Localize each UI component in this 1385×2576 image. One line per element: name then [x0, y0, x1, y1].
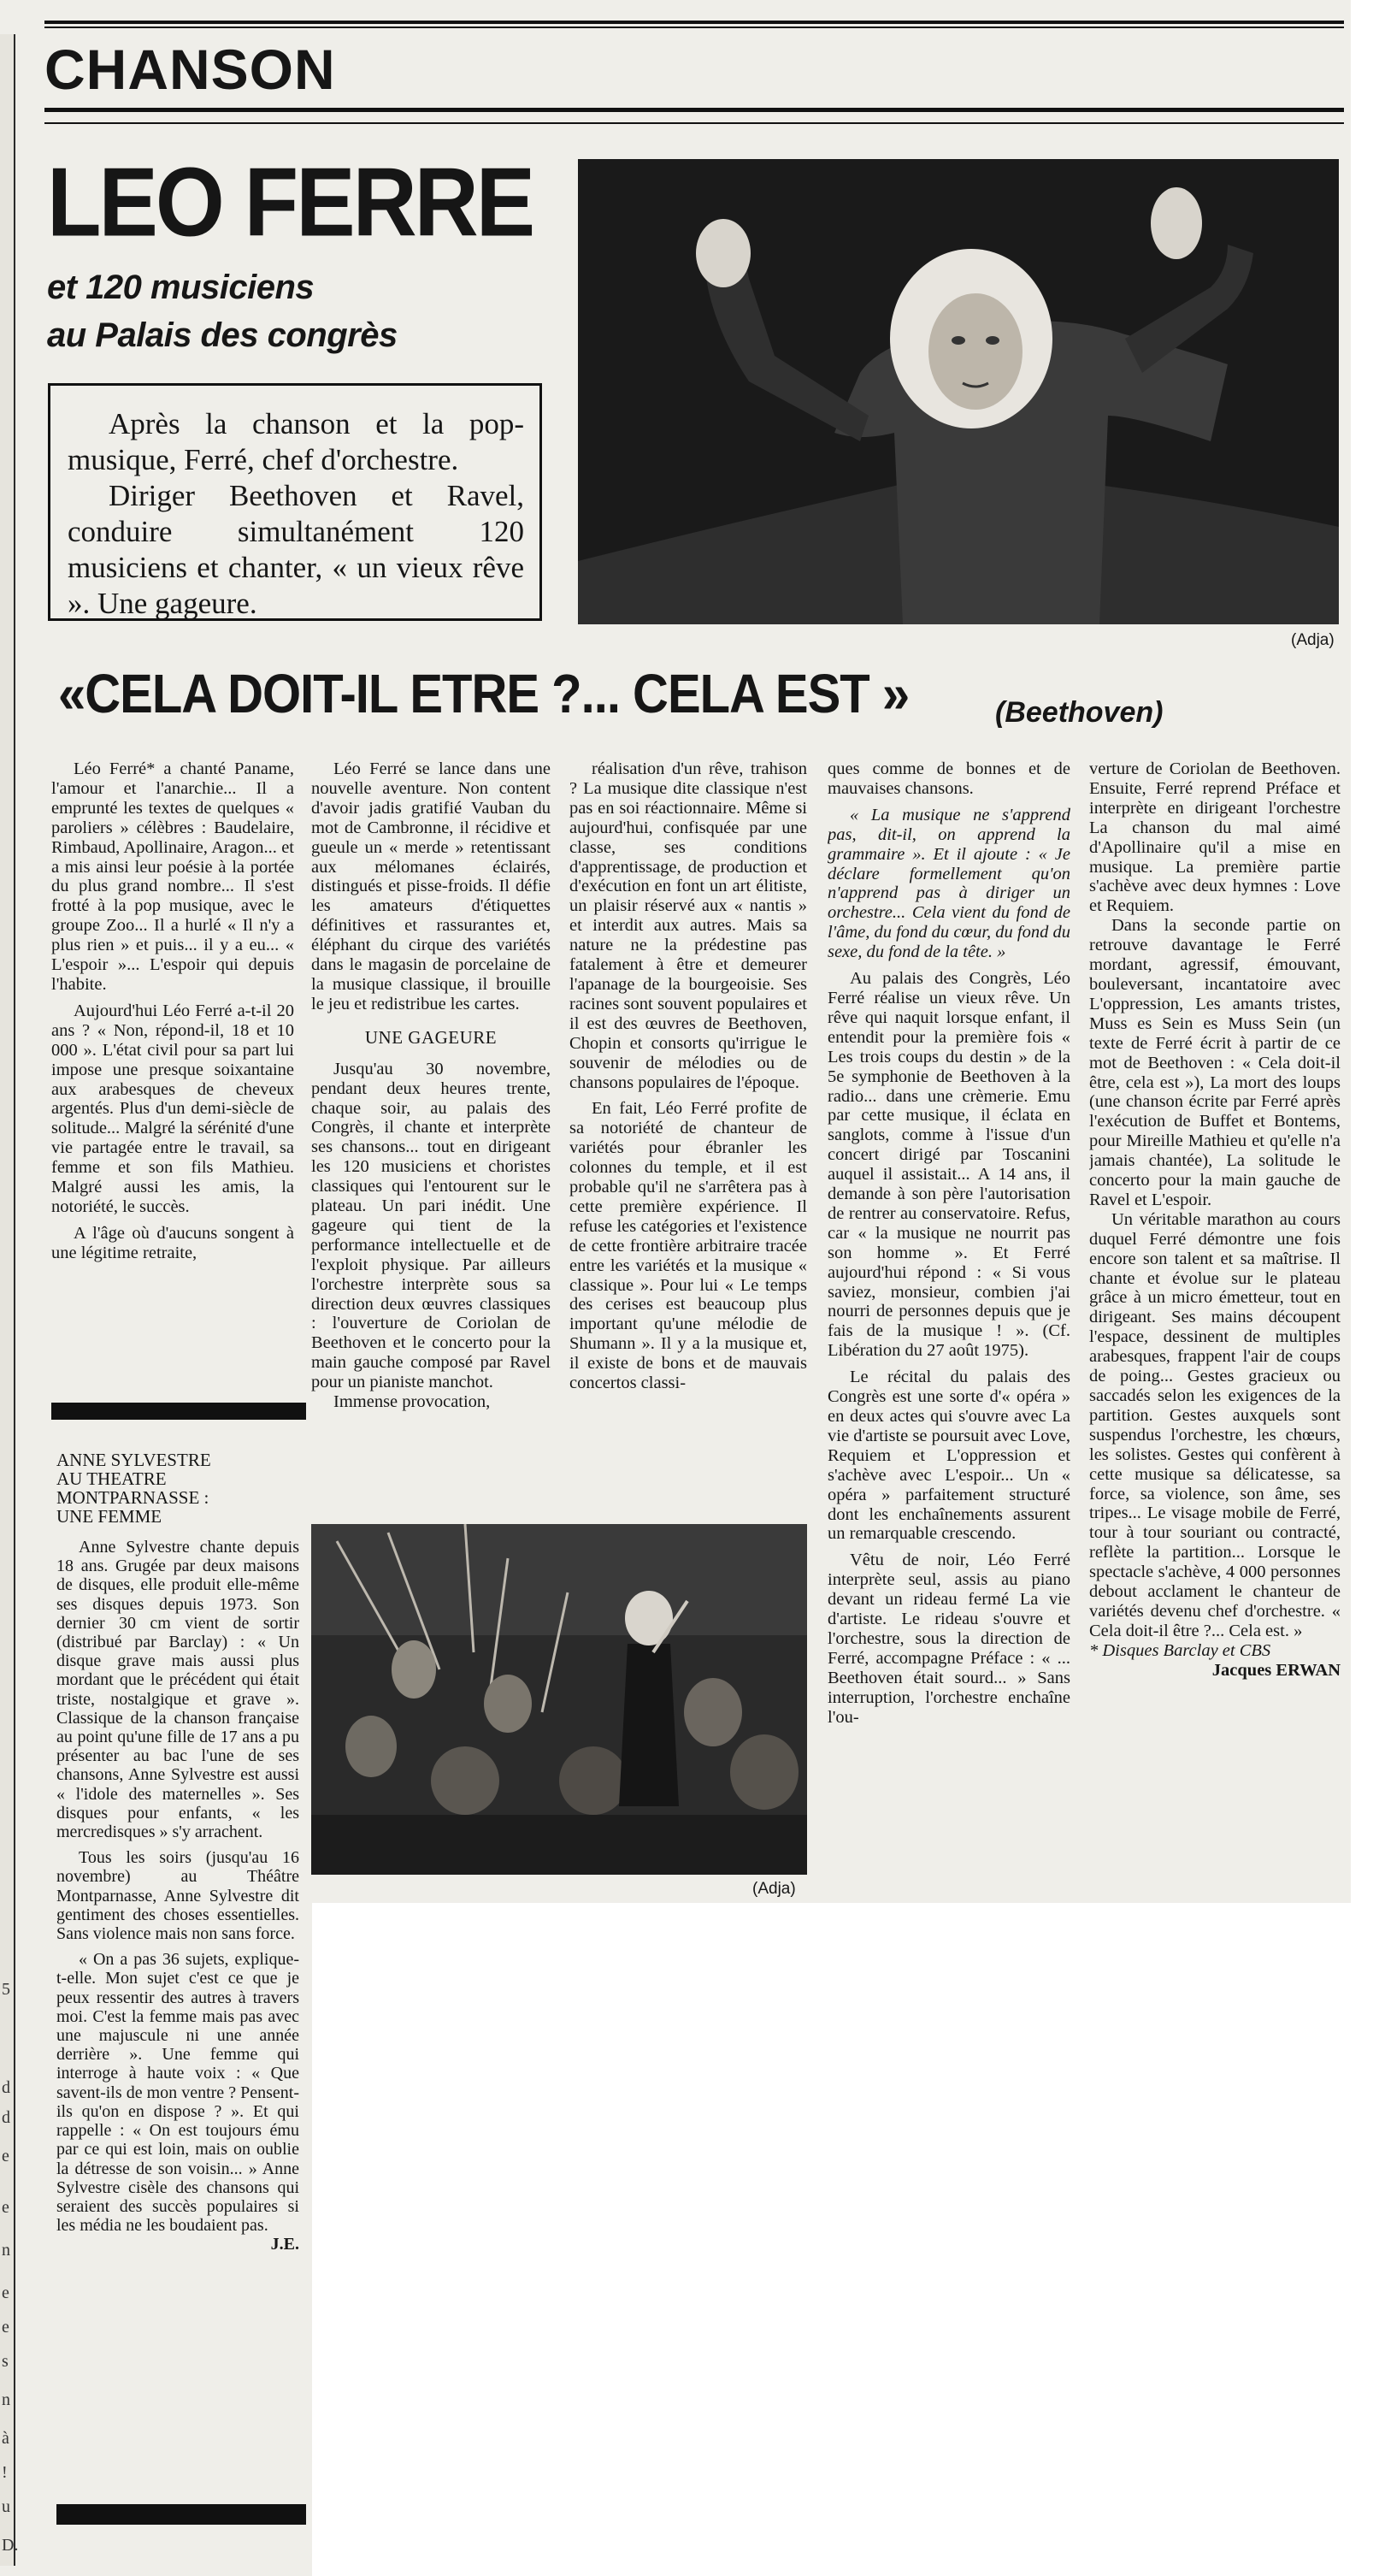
blank-area — [312, 1903, 1385, 2576]
margin-char: n — [2, 2390, 10, 2409]
sidebar-heading-line: MONTPARNASSE : — [56, 1487, 209, 1508]
intro-paragraph: Après la chanson et la pop-musique, Ferré, chef d'orchestre. — [68, 407, 524, 476]
sidebar-paragraph: Anne Sylvestre chante depuis 18 ans. Grugée par deux maisons de disques, elle produit elle-même ses disques depuis 1973. Son dernier 30 cm vient de sortir (distribué par Barclay) : « Un disque grave mais aussi plus mordant que le précédent qui était triste, nostalgique et grave ». Classique de la chanson française au point qu'une fille de 17 ans a pu présenter au bac l'une de ses chansons, Anne Sylvestre est aussi « l'idole des maternelles ». Ses disques pour enfants, « les mercredisques » s'y arrachent. — [56, 1538, 299, 1842]
article-paragraph: ques comme de bonnes et de mauvaises chansons. — [828, 759, 1070, 798]
article-paragraph: « La musique ne s'apprend pas, dit-il, on apprend la grammaire ». Et il ajoute : « Je déclare formellement qu'on n'apprend pas à diriger un orchestre... Cela vient du fond de l'âme, du fond du cœur, du fond du sexe, du fond de la tête. » — [828, 805, 1070, 962]
article-paragraph: Léo Ferré* a chanté Paname, l'amour et l'anarchie... Il a emprunté les textes de quelques « paroliers » célèbres : Baudelaire, Rimbaud, Apollinaire, Aragon... et a mis ainsi leur poésie à la portée du plus grand nombre... Il s'est frotté à la pop musique, avec le groupe Zoo... Il a hurlé « Il n'y a plus rien » et puis... il y a eu... « L'espoir »... L'espoir qui depuis l'habite. — [51, 759, 294, 994]
article-column-3 — [569, 759, 807, 1522]
sidebar-heading — [56, 1450, 299, 1526]
top-rule-thin — [44, 27, 1344, 28]
headline: LEO FERRE — [47, 148, 533, 257]
article-paragraph: A l'âge où d'aucuns songent à une légitime retraite, — [51, 1223, 294, 1262]
subtitle-line-2: au Palais des congrès — [47, 316, 398, 354]
photo-credit: (Adja) — [1291, 631, 1335, 649]
margin-char: u — [2, 2497, 10, 2516]
article-paragraph: Jusqu'au 30 novembre, pendant deux heures trente, chaque soir, au palais des Congrès, il chante et interprète ses chansons... tout en dirigeant les 120 musiciens et choristes classiques qui l'entourent sur le plateau. Un pari inédit. Une gageure qui tient de la performance intellectuelle et de l'exploit physique. Par ailleurs l'orchestre interprète sous sa direction deux œuvres classiques : l'ouverture de Coriolan de Beethoven et le concerto pour la main gauche composé par Ravel pour un pianiste manchot. — [311, 1059, 551, 1392]
margin-char: D. — [2, 2536, 19, 2555]
section-title: CHANSON — [44, 38, 336, 101]
margin-char: e — [2, 2318, 9, 2337]
article-column-2 — [311, 759, 551, 1522]
blank-margin — [1351, 0, 1385, 2576]
article-column-5 — [1089, 759, 1341, 1888]
orchestra-photo-art — [311, 1524, 807, 1875]
margin-char: à — [2, 2429, 9, 2448]
adjacent-column-fragment — [0, 34, 19, 2566]
quote-headline: «CELA DOIT-IL ETRE ?... CELA EST » — [58, 663, 910, 725]
subtitle-line-1: et 120 musiciens — [47, 269, 315, 306]
orchestra-photo — [311, 1524, 807, 1875]
margin-char: e — [2, 2147, 9, 2165]
article-paragraph: En fait, Léo Ferré profite de sa notoriété de chanteur de variétés pour ébranler les colonnes du temple, et il est probable qu'il ne s'arrêtera pas à cette première expérience. Il refuse les catégories et l'existence de cette frontière arbitraire tracée entre les variétés et la musique « classique ». Pour lui « Le temps des cerises est beaucoup plus important qu'une mélodie de Shumann ». Il y a la musique et, il existe de bons et de mauvais concertos classi- — [569, 1099, 807, 1393]
photo-credit: (Adja) — [752, 1880, 796, 1898]
article-paragraph: verture de Coriolan de Beethoven. Ensuite, Ferré reprend Préface et interprète en dirigeant l'orchestre La chanson du mal aimé d'Apollinaire qu'il a mise en musique. La première partie s'achève avec deux hymnes : Love et Requiem. — [1089, 759, 1341, 916]
article-paragraph: Au palais des Congrès, Léo Ferré réalise un vieux rêve. Un rêve qui naquit lorsque enfant, il entendit pour la première fois « Les trois coups du destin » de la 5e symphonie de Beethoven à la radio... dans une crèmerie. Emu par cette musique, il éclata en sanglots, comme à l'issue d'un concert dirigé par Toscanini auquel il assistait... A 14 ans, il demande à son père l'autorisation de rentrer au conservatoire. Refus, car « la musique ne nourrit pas son homme ». Et Ferré aujourd'hui répond : « Si vous saviez, monsieur, combien j'ai nourri de personnes depuis que je fais de la musique ! ». (Cf. Libération du 27 août 1975). — [828, 969, 1070, 1361]
article-paragraph: réalisation d'un rêve, trahison ? La musique dite classique n'est pas en soi réactionnaire. Même si aujourd'hui, confisquée par une classe, ses conditions d'apprentissage, de production et d'exécution en font un art élitiste, un plaisir réservé aux « nantis » et interdit aux autres. Mais sa nature ne la prédestine pas fatalement à être et demeurer l'apanage de la bourgeoisie. Ses racines sont souvent populaires et il est des œuvres de Beethoven, Chopin et consorts qu'irrigue le souvenir de mélodies ou de chansons populaires de l'époque. — [569, 759, 807, 1092]
sidebar-heading-line: UNE FEMME — [56, 1506, 162, 1527]
margin-char: d — [2, 2108, 10, 2127]
sidebar-bottom-bar — [56, 2504, 306, 2525]
sidebar-heading-line: AU THEATRE — [56, 1468, 167, 1489]
sidebar-top-bar — [51, 1403, 306, 1420]
article-paragraph: Dans la seconde partie on retrouve davantage le Ferré mordant, agressif, émouvant, bouleversant, incantatoire avec L'oppression, Les amants tristes, Muss es Sein es Muss Sein (un texte de Ferré écrit à partir de ce mot de Beethoven : « Cela doit-il être, cela est »), La mort des loups (une chanson écrite par Ferré après l'exécution de Buffet et Bontems, pour Mireille Mathieu et qu'elle n'a jamais chantée), La solitude le concerto pour la main gauche de Ravel et L'espoir. — [1089, 916, 1341, 1209]
intro-box — [48, 383, 542, 621]
margin-char: d — [2, 2078, 10, 2097]
margin-char: n — [2, 2241, 10, 2260]
margin-char: 5 — [2, 1980, 10, 1999]
article-paragraph: Le récital du palais des Congrès est une sorte d'« opéra » en deux actes qui s'ouvre avec La vie d'artiste se poursuit avec Love, Requiem et L'oppression et s'achève avec L'espoir... Un « opéra » parfaitement structuré dont les enchaînements assurent un remarquable crescendo. — [828, 1368, 1070, 1544]
conductor-photo — [578, 159, 1339, 624]
margin-char: s — [2, 2352, 9, 2371]
conductor-photo-art — [578, 159, 1339, 624]
article-paragraph: Aujourd'hui Léo Ferré a-t-il 20 ans ? « Non, répond-il, 18 et 10 000 ». L'état civil pour sa part lui impose une presque soixantaine aux arabesques de cheveux argentés. Plus d'un demi-siècle de solitude... Malgré la sérénité d'une vie partagée entre le travail, sa femme et son fils Mathieu. Malgré aussi les amis, la notoriété, le succès. — [51, 1001, 294, 1216]
article-column-1 — [51, 759, 294, 1411]
article-paragraph: Un véritable marathon au cours duquel Ferré démontre une fois encore son talent et sa maîtrise. Il chante et évolue sur le plateau grâce à un micro émetteur, tout en dirigeant. Ses mains découpent l'espace, dessinent de multiples arabesques, frappent l'air de coups de poing... Gestes gracieux ou saccadés selon les exigences de la partition. Gestes auxquels sont suspendus l'orchestre, les chœurs, les solistes. Gestes qui confèrent à cette musique sa délicatesse, sa force, sa violence, son âme, ses tripes... Le visage mobile de Ferré, tour à tour souriant ou contracté, reflète la partition... Lorsque le spectacle s'achève, 4 000 personnes debout acclament le chanteur de variétés devenu chef d'orchestre. « Cela doit-il être ?... Cela est. » — [1089, 1209, 1341, 1640]
article-paragraph: Immense provocation, — [333, 1392, 491, 1412]
footnote: * Disques Barclay et CBS — [1089, 1640, 1271, 1660]
margin-char: ! — [2, 2463, 8, 2482]
margin-char: e — [2, 2284, 9, 2302]
top-rule — [44, 21, 1344, 24]
article-column-4 — [828, 759, 1070, 1888]
sidebar-paragraph: « On a pas 36 sujets, explique-t-elle. Mon sujet c'est ce que je peux ressentir des autres à travers moi. C'est la femme mais pas avec une majuscule ni une année derrière ». Une femme qui interroge à haute voix : « Que savent-ils de mon ventre ? Pensent-ils qu'on en dispose ? ». Et qui rappelle : « On est toujours ému par ce qui est loin, mais on oublie la détresse de son voisin... » Anne Sylvestre cisèle des chansons qui seraient des succès populaires si les média ne les boudaient pas. — [56, 1950, 299, 2236]
section-rule-thin — [44, 122, 1344, 124]
sidebar-heading-line: ANNE SYLVESTRE — [56, 1450, 211, 1470]
sidebar-anne-sylvestre — [56, 1447, 299, 2490]
sidebar-paragraph: Tous les soirs (jusqu'au 16 novembre) au Théâtre Montparnasse, Anne Sylvestre dit gentiment des choses essentielles. Sans violence mais non sans force. — [56, 1848, 299, 1944]
sidebar-signature: J.E. — [270, 2235, 299, 2254]
intro-paragraph: Diriger Beethoven et Ravel, conduire simultanément 120 musiciens et chanter, « un vieux rêve ». Une gageure. — [68, 479, 524, 620]
author-signature: Jacques ERWAN — [1211, 1660, 1341, 1680]
article-paragraph: Vêtu de noir, Léo Ferré interprète seul, assis au piano devant un rideau fermé La vie d'artiste. Le rideau s'ouvre et l'orchestre, sous la direction de Ferré, accompagne Préface : « ... Beethoven était sourd... » Sans interruption, l'orchestre enchaîne l'ou- — [828, 1551, 1070, 1727]
article-subheading: UNE GAGEURE — [364, 1026, 498, 1048]
margin-char: e — [2, 2198, 9, 2217]
quote-attribution: (Beethoven) — [995, 696, 1164, 729]
section-rule — [44, 108, 1344, 112]
article-paragraph: Léo Ferré se lance dans une nouvelle aventure. Non content d'avoir jadis gratifié Vauban du mot de Cambronne, il récidive et gueule un « merde » retentissant aux mélomanes éclairés, distingués et pisse-froids. Il défie les amateurs d'étiquettes définitives et rassurantes et, éléphant du cirque des variétés dans le magasin de porcelaine de la musique classique, il brouille le jeu et redistribue les cartes. — [311, 759, 551, 1013]
